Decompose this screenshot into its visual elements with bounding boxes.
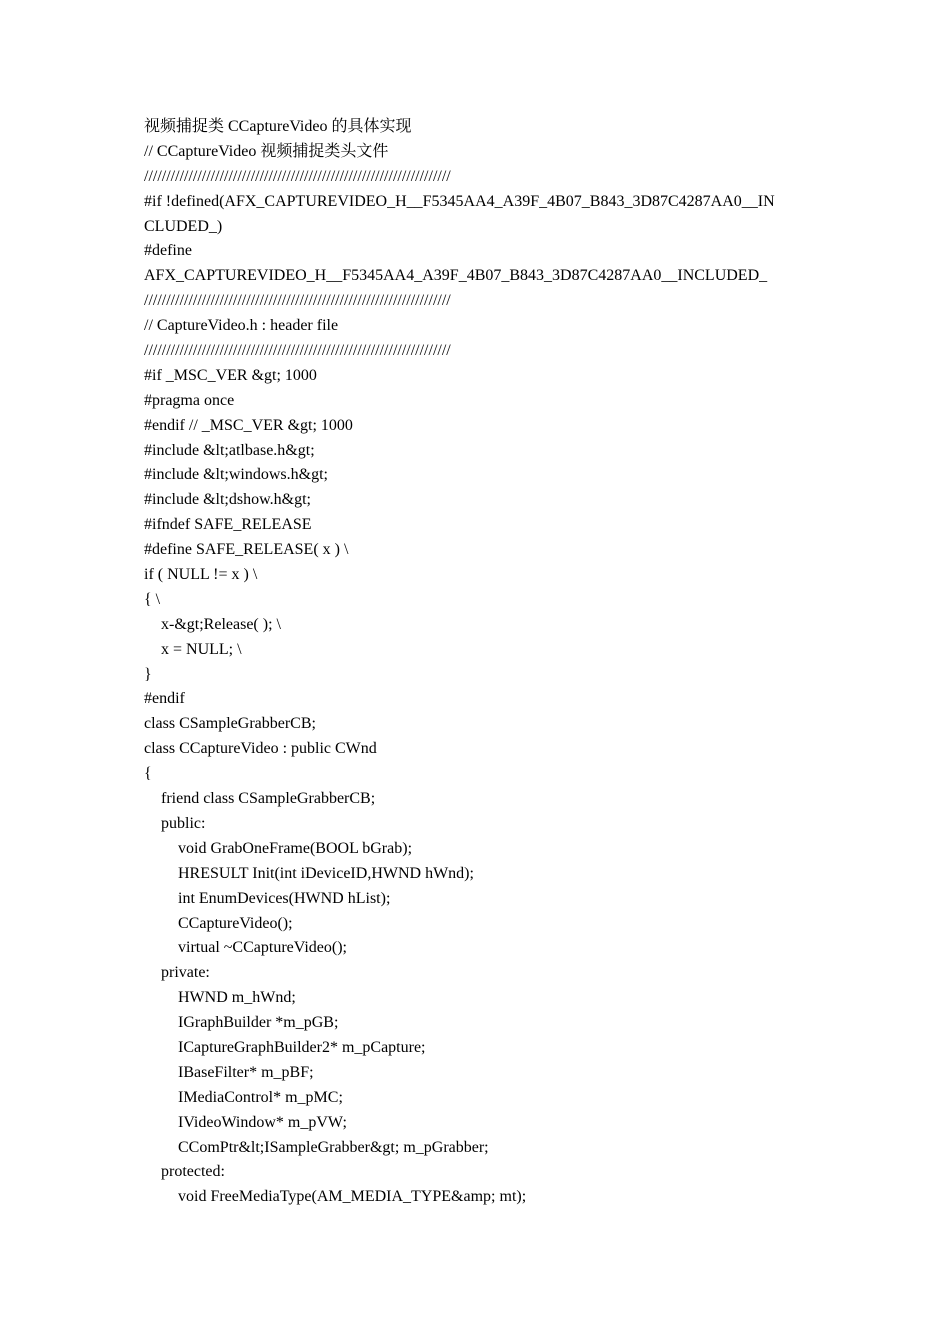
code-line: void GrabOneFrame(BOOL bGrab); [178, 839, 413, 857]
code-line: #define [144, 242, 192, 260]
code-line: #endif [144, 690, 185, 708]
code-line: CLUDED_) [144, 217, 223, 235]
code-line: #ifndef SAFE_RELEASE [144, 516, 312, 534]
code-line: ///////////////////////////////////////////////////////////////////// [144, 342, 451, 360]
code-line: #pragma once [144, 391, 235, 409]
code-line: ICaptureGraphBuilder2* m_pCapture; [178, 1038, 426, 1056]
code-line: } [144, 665, 152, 683]
code-line: HWND m_hWnd; [178, 989, 296, 1007]
code-line: // CCaptureVideo 视频捕捉类头文件 [144, 142, 389, 160]
code-line: int EnumDevices(HWND hList); [178, 889, 391, 907]
code-line: protected: [161, 1163, 225, 1181]
code-line: x-&gt;Release( ); \ [161, 615, 281, 633]
code-line: if ( NULL != x ) \ [144, 566, 258, 584]
code-line: // CaptureVideo.h : header file [144, 317, 339, 335]
code-line: x = NULL; \ [161, 640, 242, 658]
code-line: { \ [144, 590, 161, 608]
code-line: class CSampleGrabberCB; [144, 715, 316, 733]
code-line: IGraphBuilder *m_pGB; [178, 1014, 339, 1032]
code-line: IBaseFilter* m_pBF; [178, 1063, 314, 1081]
document-heading: 视频捕捉类 CCaptureVideo 的具体实现 [144, 118, 412, 135]
code-line: ///////////////////////////////////////////////////////////////////// [144, 292, 451, 310]
code-line: void FreeMediaType(AM_MEDIA_TYPE&amp; mt); [178, 1188, 527, 1206]
code-line: { [144, 765, 152, 783]
code-line: AFX_CAPTUREVIDEO_H__F5345AA4_A39F_4B07_B843_3D87C4287AA0__INCLUDED_ [144, 267, 768, 285]
code-line: #define SAFE_RELEASE( x ) \ [144, 541, 349, 559]
code-line: public: [161, 814, 206, 832]
code-line: #include &lt;dshow.h&gt; [144, 491, 311, 509]
code-line: #if _MSC_VER &gt; 1000 [144, 366, 317, 384]
code-line: IMediaControl* m_pMC; [178, 1088, 343, 1106]
code-listing [144, 115, 824, 1210]
code-line: IVideoWindow* m_pVW; [178, 1113, 347, 1131]
code-line: friend class CSampleGrabberCB; [161, 790, 376, 808]
code-line: #if !defined(AFX_CAPTUREVIDEO_H__F5345AA4_A39F_4B07_B843_3D87C4287AA0__IN [144, 192, 775, 210]
code-line: private: [161, 964, 210, 982]
code-line: ///////////////////////////////////////////////////////////////////// [144, 167, 451, 185]
code-line: class CCaptureVideo : public CWnd [144, 740, 377, 758]
code-line: virtual ~CCaptureVideo(); [178, 939, 347, 957]
code-line: #include &lt;atlbase.h&gt; [144, 441, 315, 459]
code-line: HRESULT Init(int iDeviceID,HWND hWnd); [178, 864, 474, 882]
code-line: CCaptureVideo(); [178, 914, 293, 932]
code-line: #include &lt;windows.h&gt; [144, 466, 328, 484]
code-line: CComPtr&lt;ISampleGrabber&gt; m_pGrabber; [178, 1138, 489, 1156]
code-line: #endif // _MSC_VER &gt; 1000 [144, 416, 353, 434]
